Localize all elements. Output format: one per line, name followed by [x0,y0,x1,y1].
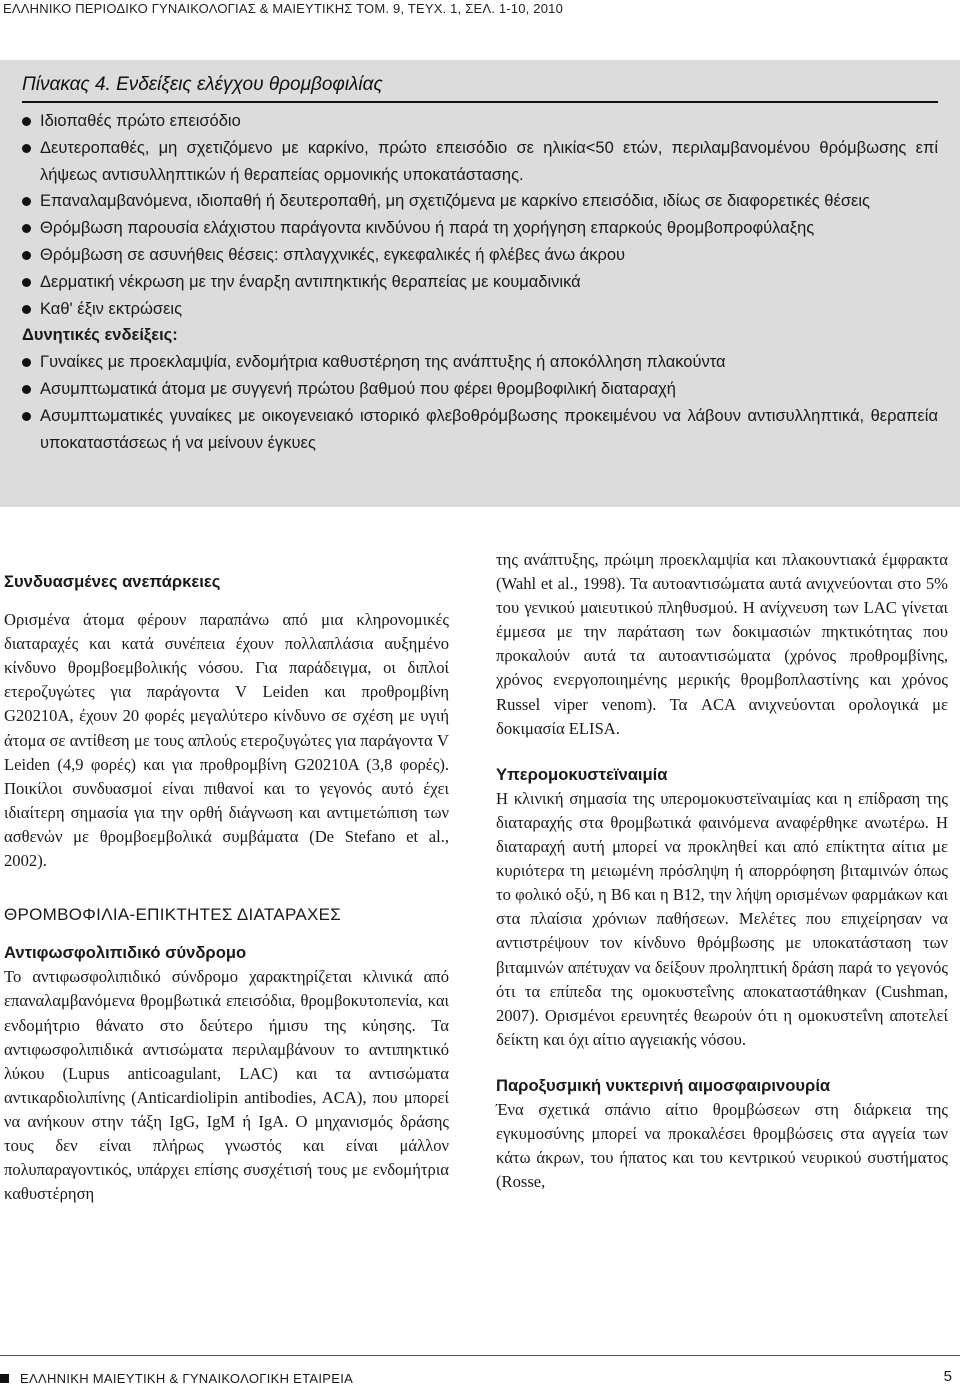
page-number: 5 [943,1368,952,1385]
table-item: Δευτεροπαθές, μη σχετιζόμενο με καρκίνο, πρώτο επεισόδιο σε ηλικία<50 ετών, περιλαμβανομένου θρόμβωσης επί λήψεως αντισυλληπτικών ή θεραπείας ορμονικής υποκατάστασης. [22,135,938,189]
table-title: Πίνακας 4. Ενδείξεις ελέγχου θρομβοφιλίας [22,74,383,95]
table-item: Ασυμπτωματικά άτομα με συγγενή πρώτου βαθμού που φέρει θρομβοφιλική διαταραχή [22,376,938,403]
footer-divider [0,1355,960,1356]
running-header: ΕΛΛΗΝΙΚΟ ΠΕΡΙΟΔΙΚΟ ΓΥΝΑΙΚΟΛΟΓΙΑΣ & ΜΑΙΕΥΤΙΚΗΣ ΤΟΜ. 9, ΤΕΥΧ. 1, ΣΕΛ. 1-10, 2010 [3,1,564,16]
subsection-heading: Παροξυσμική νυκτερινή αιμοσφαιρινουρία [496,1075,831,1095]
right-column [496,548,948,1194]
table-divider [22,101,938,103]
body-paragraph: της ανάπτυξης, πρώιμη προεκλαμψία και πλακουντιακά έμφρακτα (Wahl et al., 1998). Τα αυτοαντισώματα αυτά ανιχνεύονται στο 5% του γενικού μαιευτικού πληθυσμού. Η ανίχνευση των LAC γίνεται έμμεσα με την παράταση των δοκιμασιών πηκτικότητας που προκαλούν αυτά τα αυτοαντισώματα (χρόνος προθρομβίνης, χρόνος ενεργοποιημένης μερικής θρομβοπλαστίνης και χρόνος Russel viper venom). Τα ACA ανιχνεύονται ορολογικά με δοκιμασία ELISA. [496,550,948,738]
indications-table [0,60,960,507]
footer-society [8,1371,353,1386]
body-paragraph: Το αντιφωσφολιπιδικό σύνδρομο χαρακτηρίζεται κλινικά από επαναλαμβανόμενα θρομβωτικά επεισόδια, θρομβοκυτοπενία, και ενδομήτριο θάνατο στο δεύτερο ήμισυ της κύησης. Τα αντιφωσφολιπιδικά αντισώματα περιλαμβάνουν το αντιπηκτικό λύκου (Lupus anticoagulant, LAC) και τα αντισώματα αντικαρδιολιπίνης (Anticardiolipin antibodies, ACA), που μπορεί να ανήκουν στην τάξη IgG, IgM ή IgA. Ο μηχανισμός δράσης τους δεν είναι πλήρως γνωστός και είναι μάλλον πολυπαραγοντικός, υπάρχει επίσης συσχέτισή τους με ενδομήτρια καθυστέρηση [4,967,449,1204]
section-heading: Συνδυασμένες ανεπάρκειες [4,572,221,591]
table-list [22,108,938,456]
table-item: Θρόμβωση παρουσία ελάχιστου παράγοντα κινδύνου ή παρά τη χορήγηση επαρκούς θρομβοπροφύλαξης [22,215,938,242]
table-item: Επαναλαμβανόμενα, ιδιοπαθή ή δευτεροπαθή, μη σχετιζόμενα με καρκίνο επεισόδια, ιδίως σε διαφορετικές θέσεις [22,188,938,215]
table-item: Θρόμβωση σε ασυνήθεις θέσεις: σπλαγχνικές, εγκεφαλικές ή φλέβες άνω άκρου [22,242,938,269]
subsection-heading: Υπερομοκυστεϊναιμία [496,764,668,784]
footer-society-text: ΕΛΛΗΝΙΚΗ ΜΑΙΕΥΤΙΚΗ & ΓΥΝΑΙΚΟΛΟΓΙΚΗ ΕΤΑΙΡΕΙΑ [20,1371,354,1386]
subsection-heading: Αντιφωσφολιπιδικό σύνδρομο [4,943,247,963]
body-paragraph: Ένα σχετικά σπάνιο αίτιο θρομβώσεων στη διάρκεια της εγκυμοσύνης μπορεί να προκαλέσει θρομβώσεις στα αγγεία των κάτω άκρων, του ήπατος και του κεντρικού νευρικού συστήματος (Rosse, [496,1099,948,1192]
table-item: Δερματική νέκρωση με την έναρξη αντιπηκτικής θεραπείας με κουμαδινικά [22,269,938,296]
left-column [4,548,449,1206]
table-item: Ιδιοπαθές πρώτο επεισόδιο [22,108,938,135]
body-paragraph: Ορισμένα άτομα φέρουν παραπάνω από μια κληρονομικές διαταραχές και κατά συνέπεια έχουν πολλαπλάσια αυξημένο κίνδυνο θρομβοεμβολικής νόσου. Για παράδειγμα, οι διπλοί ετεροζυγώτες για παράγοντα V Leiden και προθρομβίνη G20210A, έχουν 20 φορές μεγαλύτερο κίνδυνο σε σχέση με υγιή άτομα σε αντίθεση με τους απλούς ετεροζυγώτες για παράγοντα V Leiden (4,9 φορές) και για προθρομβίνη G20210A (3,8 φορές). Ποικίλοι συνδυασμοί είναι πιθανοί και το γεγονός αυτό έχει ιδιαίτερη σημασία για την ορθή διάγνωση και αντιμετώπιση των ασθενών με θρομβοεμβολικά συμβάματα (De Stefano et al., 2002). [4,610,449,871]
table-item: Καθ' έξιν εκτρώσεις [22,296,938,323]
table-subheading: Δυνητικές ενδείξεις: [22,326,178,345]
table-item: Ασυμπτωματικές γυναίκες με οικογενειακό ιστορικό φλεβοθρόμβωσης προκειμένου να λάβουν αντισυλληπτικά, θεραπεία υποκαταστάσεως ή να μείνουν έγκυες [22,403,938,457]
table-item: Γυναίκες με προεκλαμψία, ενδομήτρια καθυστέρηση της ανάπτυξης ή αποκόλληση πλακούντα [22,349,938,376]
section-heading-caps: ΘΡΟΜΒΟΦΙΛΙΑ-ΕΠΙΚΤΗΤΕΣ ΔΙΑΤΑΡΑΧΕΣ [4,905,342,925]
body-paragraph: Η κλινική σημασία της υπερομοκυστεϊναιμίας και η επίδραση της διαταραχής στα θρομβωτικά φαινόμενα αναφέρθηκε ανωτέρω. Η διαταραχή αυτή μπορεί να προκληθεί και από επίκτητα αίτια με κυριότερα τη μειωμένη πρόσληψη ή απορρόφηση βιταμινών όπως το φολικό οξύ, η B6 και η B12, την λήψη ορισμένων φαρμάκων και στα πλαίσια χρόνιων παθήσεων. Μελέτες που επιχείρησαν να αντιστρέψουν τον κίνδυνο θρόμβωσης με υποκατάσταση των βιταμινών απέτυχαν να δείξουν προληπτική δράση παρά το γεγονός ότι τα επίπεδα της ομοκυστεΐνης αποκαταστάθηκαν (Cushman, 2007). Ορισμένοι ερευνητές θεωρούν ότι η ομοκυστεΐνη αποτελεί δείκτη και όχι αίτιο αγγειακής νόσου. [496,788,948,1049]
